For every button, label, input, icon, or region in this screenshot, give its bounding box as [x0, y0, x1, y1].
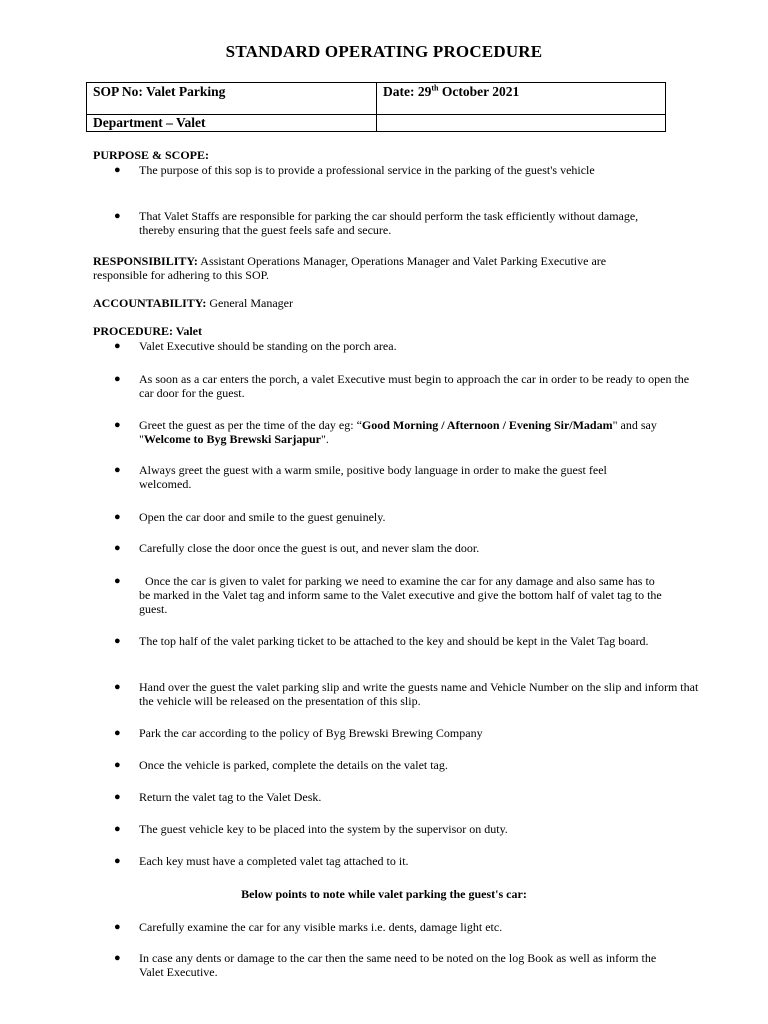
bullet-icon: ●: [114, 921, 121, 933]
procedure-item-greeting: Greet the guest as per the time of the day eg: “Good Morning / Afternoon / Evening Sir/Madam" and say "Welcome to Byg Brewski Sarjapur".: [139, 418, 657, 446]
procedure-item: Valet Executive should be standing on the porch area.: [139, 339, 397, 353]
bullet-icon: ●: [114, 164, 121, 176]
date-prefix: Date: 29: [383, 84, 432, 99]
accountability-paragraph: ACCOUNTABILITY: General Manager: [93, 296, 293, 310]
note-item: In case any dents or damage to the car then the same need to be noted on the log Book as well as inform the Valet Executive.: [139, 951, 657, 979]
procedure-item: Once the vehicle is parked, complete the details on the valet tag.: [139, 758, 448, 772]
bullet-icon: ●: [114, 952, 121, 964]
bullet-icon: ●: [114, 340, 121, 352]
bullet-icon: ●: [114, 464, 121, 476]
bullet-icon: ●: [114, 575, 121, 587]
sop-number-cell: SOP No: Valet Parking: [87, 83, 377, 115]
procedure-item: Park the car according to the policy of Byg Brewski Brewing Company: [139, 726, 483, 740]
date-superscript: th: [431, 83, 439, 93]
department-value-cell: [377, 115, 666, 132]
procedure-item: Hand over the guest the valet parking slip and write the guests name and Vehicle Number on the slip and inform that the vehicle will be released on the presentation of this slip.: [139, 680, 699, 708]
procedure-item: Always greet the guest with a warm smile, positive body language in order to make the guest feel welcomed.: [139, 463, 607, 491]
purpose-item-1: The purpose of this sop is to provide a professional service in the parking of the guest's vehicle: [139, 163, 595, 177]
procedure-item: As soon as a car enters the porch, a valet Executive must begin to approach the car in order to be ready to open the car door for the guest.: [139, 372, 690, 400]
bullet-icon: ●: [114, 542, 121, 554]
bullet-icon: ●: [114, 727, 121, 739]
procedure-item: The top half of the valet parking ticket to be attached to the key and should be kept in the Valet Tag board.: [139, 634, 649, 648]
date-suffix: October 2021: [438, 84, 520, 99]
date-cell: [377, 83, 666, 115]
bullet-icon: ●: [114, 759, 121, 771]
bullet-icon: ●: [114, 823, 121, 835]
procedure-item: Each key must have a completed valet tag attached to it.: [139, 854, 409, 868]
procedure-item: Return the valet tag to the Valet Desk.: [139, 790, 322, 804]
bullet-icon: ●: [114, 855, 121, 867]
sop-header-table: [86, 82, 666, 132]
procedure-item: Open the car door and smile to the guest genuinely.: [139, 510, 386, 524]
document-title: STANDARD OPERATING PROCEDURE: [225, 42, 543, 61]
bullet-icon: ●: [114, 419, 121, 431]
procedure-item: Carefully close the door once the guest is out, and never slam the door.: [139, 541, 480, 555]
purpose-item-2: That Valet Staffs are responsible for parking the car should perform the task efficiently without damage, thereby ensuring that the guest feels safe and secure.: [139, 209, 639, 237]
procedure-heading: PROCEDURE: Valet: [93, 324, 203, 338]
bullet-icon: ●: [114, 791, 121, 803]
bullet-icon: ●: [114, 635, 121, 647]
bullet-icon: ●: [114, 210, 121, 222]
purpose-heading: PURPOSE & SCOPE:: [93, 148, 210, 162]
notes-heading: Below points to note while valet parking the guest's car:: [241, 887, 527, 901]
bullet-icon: ●: [114, 373, 121, 385]
procedure-item: The guest vehicle key to be placed into the system by the supervisor on duty.: [139, 822, 508, 836]
note-item: Carefully examine the car for any visible marks i.e. dents, damage light etc.: [139, 920, 503, 934]
responsibility-paragraph: RESPONSIBILITY: Assistant Operations Manager, Operations Manager and Valet Parking Executive are responsible for adhering to this SOP.: [93, 254, 607, 282]
department-cell: Department – Valet: [87, 115, 377, 132]
bullet-icon: ●: [114, 681, 121, 693]
bullet-icon: ●: [114, 511, 121, 523]
procedure-item: Once the car is given to valet for parking we need to examine the car for any damage and also same has to be marked in the Valet tag and inform same to the Valet executive and give the bottom half of valet tag to the guest.: [139, 574, 665, 616]
